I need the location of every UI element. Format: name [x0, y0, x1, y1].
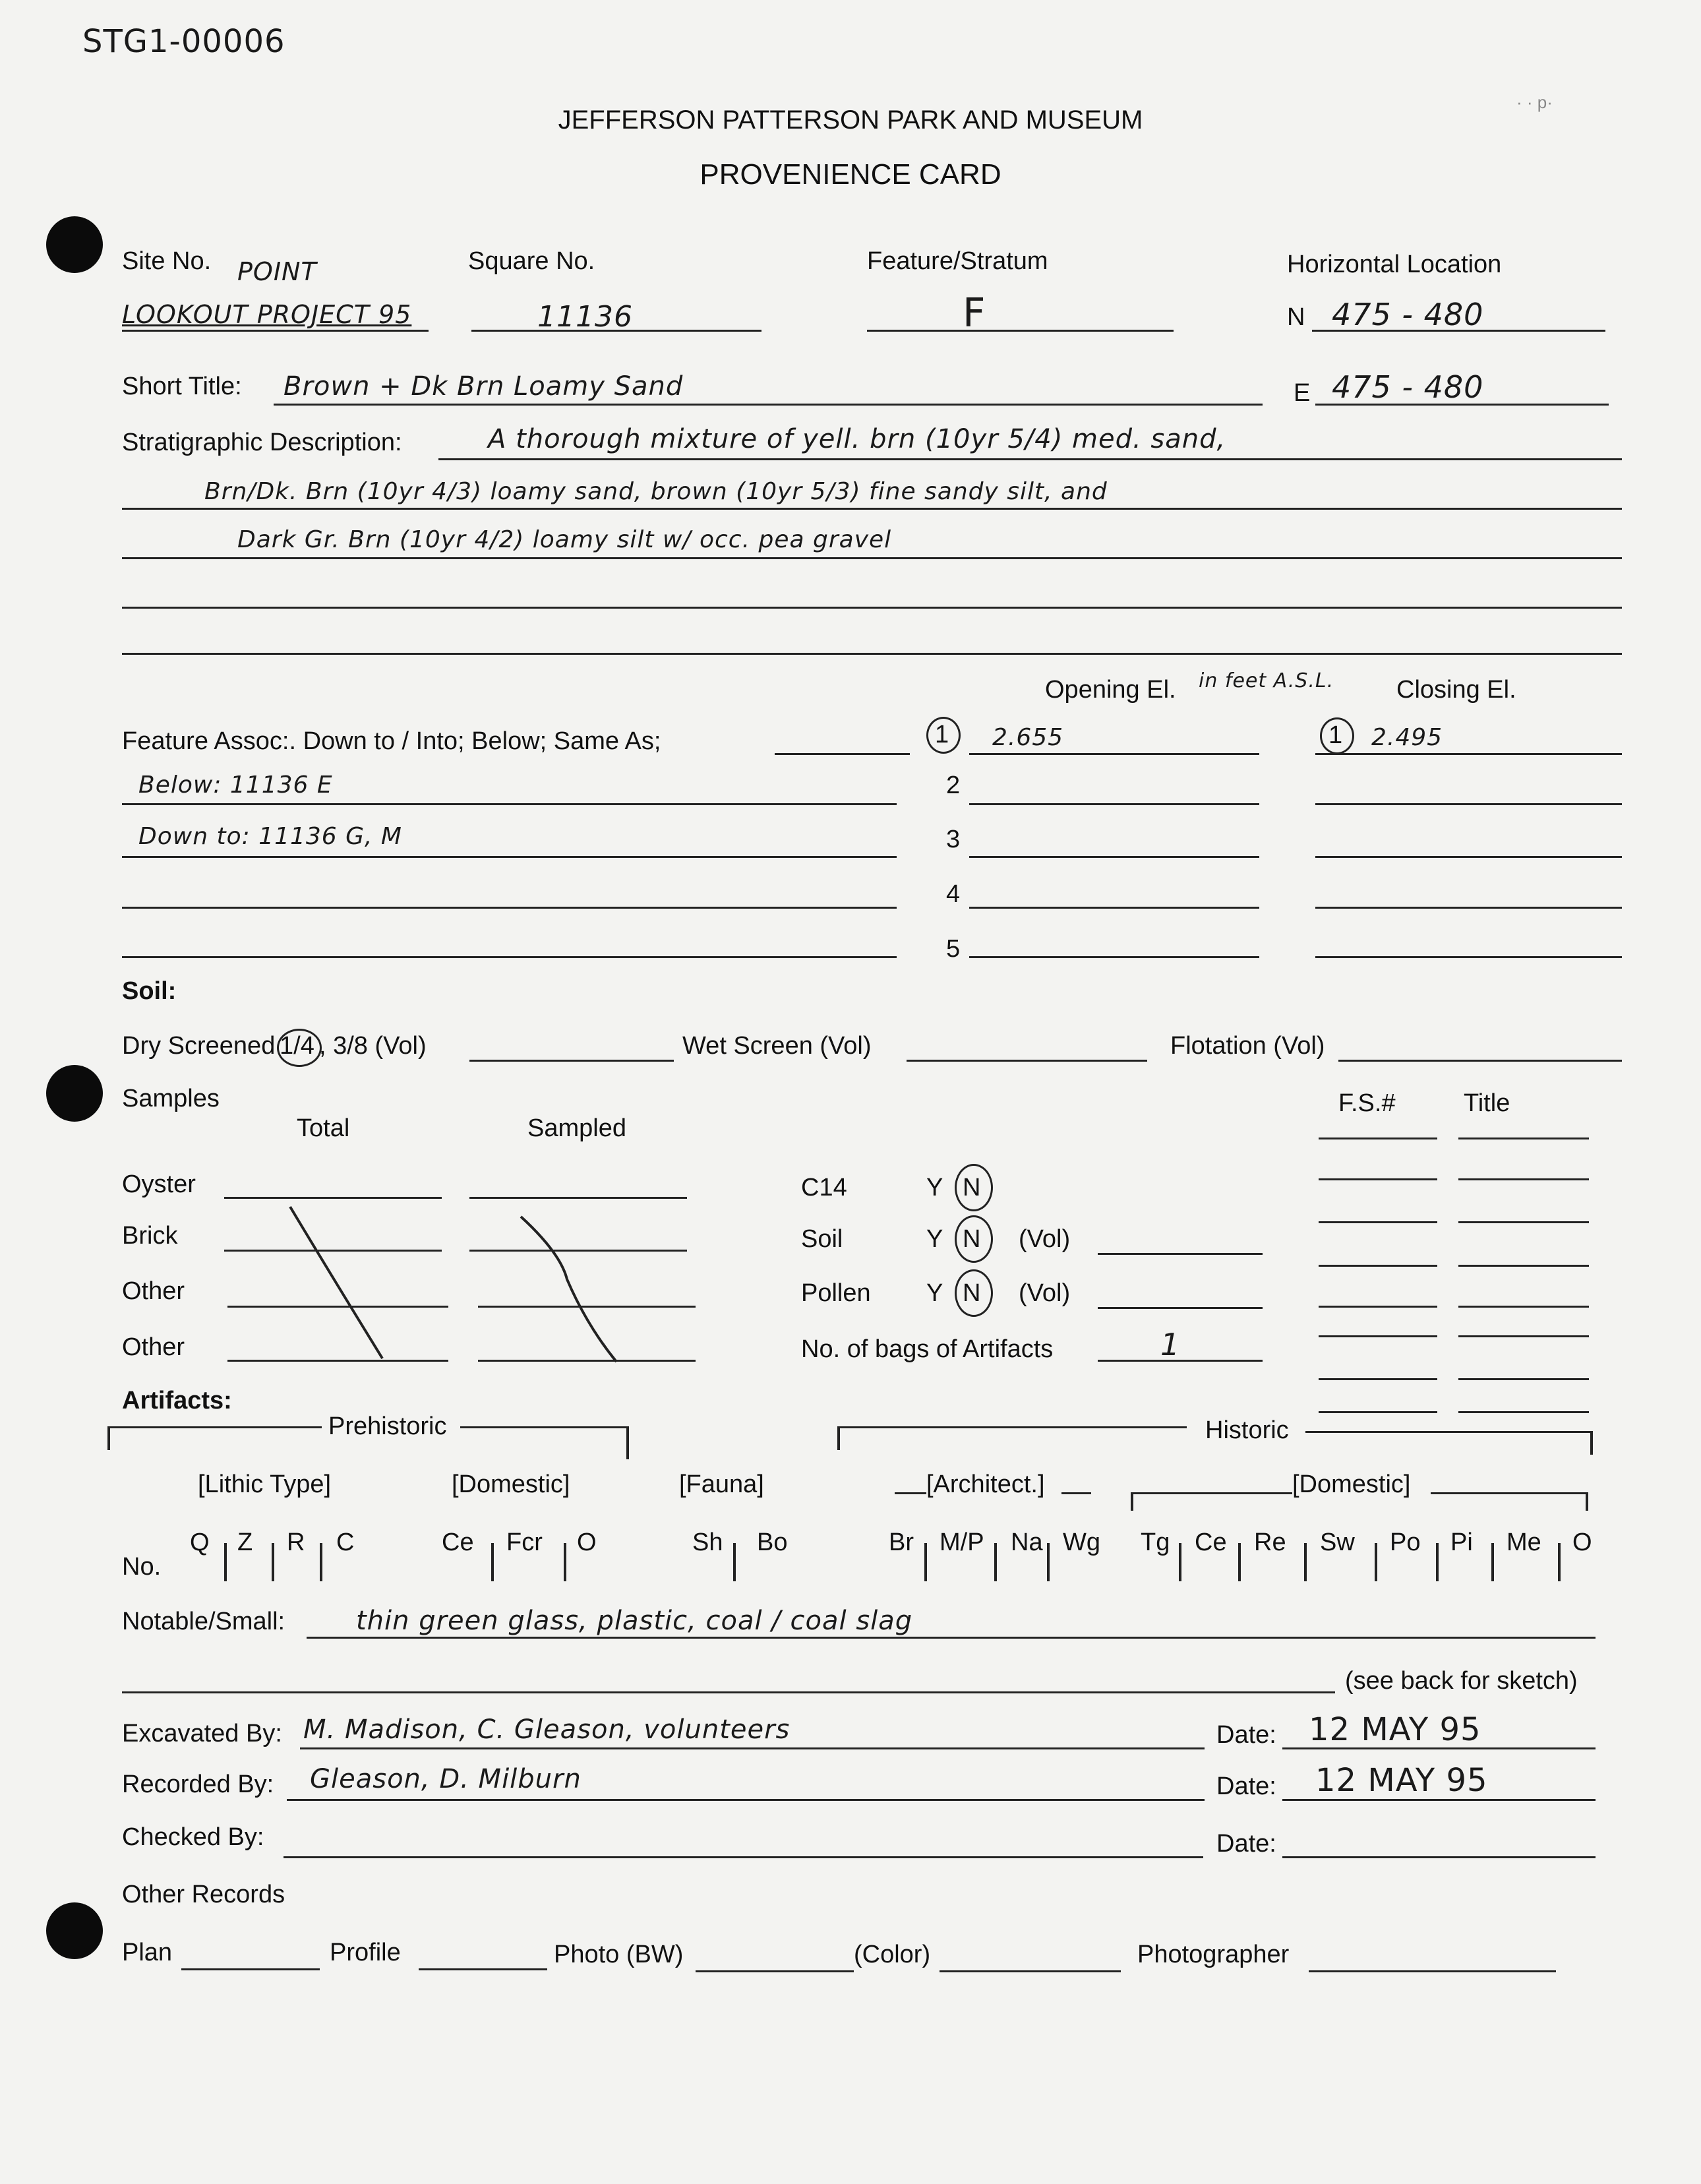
site-label: Site No.: [122, 247, 212, 275]
sample-row-other-1: Other: [122, 1277, 185, 1305]
feature-assoc-line-2: Down to: 11136 G, M: [138, 823, 402, 850]
plan-label: Plan: [122, 1939, 173, 1966]
closing-row-1: 1: [1328, 721, 1343, 749]
feature-assoc-line-1: Below: 11136 E: [138, 772, 333, 799]
artifacts-heading: Artifacts:: [122, 1387, 232, 1414]
pollen-vol: (Vol): [1019, 1279, 1071, 1307]
dry-option-quarter: 1/4: [280, 1032, 314, 1060]
punch-hole: [46, 1065, 103, 1122]
short-title-value: Brown + Dk Brn Loamy Sand: [284, 371, 684, 402]
dry-screened-label: Dry Screened: [122, 1032, 276, 1060]
date-label-3: Date:: [1216, 1830, 1276, 1858]
square-value: 11136: [537, 300, 633, 334]
historic-label: Historic: [1205, 1416, 1289, 1444]
short-title-label: Short Title:: [122, 373, 242, 400]
code-me: Me: [1507, 1529, 1541, 1556]
code-wg: Wg: [1063, 1529, 1100, 1556]
lithic-type-label: [Lithic Type]: [198, 1471, 332, 1498]
recorded-value: Gleason, D. Milburn: [310, 1764, 582, 1794]
code-bo: Bo: [757, 1529, 788, 1556]
c14-label: C14: [801, 1174, 847, 1201]
document-id: STG1-00006: [82, 23, 285, 60]
n-label: N: [1287, 303, 1305, 331]
fs-header: F.S.#: [1338, 1089, 1396, 1117]
row-4: 4: [946, 880, 961, 908]
date-value-1: 12 MAY 95: [1309, 1711, 1481, 1748]
architect-label: [Architect.]: [926, 1471, 1045, 1498]
photographer-label: Photographer: [1137, 1941, 1290, 1968]
code-br: Br: [889, 1529, 914, 1556]
soil-yes: Y: [926, 1225, 943, 1253]
e-label: E: [1294, 379, 1311, 407]
code-pi: Pi: [1450, 1529, 1473, 1556]
samples-heading: Samples: [122, 1085, 220, 1112]
soil-vol: (Vol): [1019, 1225, 1071, 1253]
site-value-2: LOOKOUT PROJECT 95: [122, 300, 412, 329]
strat-line-1: A thorough mixture of yell. brn (10yr 5/4) med. sand,: [488, 424, 1226, 454]
feature-label: Feature/Stratum: [867, 247, 1048, 275]
excavated-value: M. Madison, C. Gleason, volunteers: [303, 1714, 791, 1745]
sample-row-other-2: Other: [122, 1333, 185, 1361]
org-name: JEFFERSON PATTERSON PARK AND MUSEUM: [558, 106, 1143, 135]
c14-no: N: [963, 1174, 981, 1201]
total-header: Total: [297, 1114, 350, 1142]
fauna-label: [Fauna]: [679, 1471, 764, 1498]
dry-option-eighth: , 3/8 (Vol): [319, 1032, 427, 1060]
recorded-label: Recorded By:: [122, 1771, 274, 1798]
other-records-heading: Other Records: [122, 1881, 285, 1908]
checked-label: Checked By:: [122, 1823, 264, 1851]
domestic-prehistoric-label: [Domestic]: [452, 1471, 570, 1498]
feature-value: F: [963, 290, 986, 336]
soil-no: N: [963, 1225, 981, 1253]
notable-value: thin green glass, plastic, coal / coal slag: [356, 1606, 913, 1636]
bags-value: 1: [1160, 1327, 1181, 1362]
code-o-pre: O: [577, 1529, 597, 1556]
square-label: Square No.: [468, 247, 595, 275]
no-label: No.: [122, 1553, 162, 1581]
title-header: Title: [1464, 1089, 1510, 1117]
prehistoric-label: Prehistoric: [328, 1412, 447, 1440]
code-ce-hist: Ce: [1195, 1529, 1227, 1556]
closing-el-label: Closing El.: [1396, 676, 1516, 704]
site-value-1: POINT: [237, 257, 317, 286]
code-r: R: [287, 1529, 305, 1556]
domestic-historic-label: [Domestic]: [1292, 1471, 1411, 1498]
opening-el-label: Opening El.: [1045, 676, 1176, 704]
code-sh: Sh: [692, 1529, 723, 1556]
photo-bw-label: Photo (BW): [554, 1941, 684, 1968]
row-5: 5: [946, 935, 961, 963]
horizontal-location-label: Horizontal Location: [1287, 251, 1502, 278]
sample-row-brick: Brick: [122, 1222, 178, 1250]
sampled-header: Sampled: [527, 1114, 626, 1142]
code-o-hist: O: [1572, 1529, 1592, 1556]
flotation-label: Flotation (Vol): [1170, 1032, 1325, 1060]
code-c: C: [336, 1529, 355, 1556]
photo-color-label: (Color): [854, 1941, 931, 1968]
notable-label: Notable/Small:: [122, 1608, 285, 1635]
code-ce-pre: Ce: [442, 1529, 474, 1556]
sample-strike-marks: [277, 1200, 672, 1365]
wet-screen-label: Wet Screen (Vol): [682, 1032, 872, 1060]
feature-assoc-label: Feature Assoc:. Down to / Into; Below; Same As;: [122, 727, 661, 755]
row-3: 3: [946, 826, 961, 853]
c14-yes: Y: [926, 1174, 943, 1201]
soil-heading: Soil:: [122, 977, 177, 1005]
code-z: Z: [237, 1529, 253, 1556]
punch-hole: [46, 1902, 103, 1959]
card-title: PROVENIENCE CARD: [700, 158, 1001, 191]
code-fcr: Fcr: [506, 1529, 543, 1556]
strat-label: Stratigraphic Description:: [122, 429, 402, 456]
row-2: 2: [946, 772, 961, 799]
code-sw: Sw: [1320, 1529, 1355, 1556]
code-q: Q: [190, 1529, 210, 1556]
excavated-label: Excavated By:: [122, 1720, 282, 1747]
smudge-mark: · · p·: [1516, 92, 1553, 112]
pollen-no: N: [963, 1279, 981, 1307]
strat-line-3: Dark Gr. Brn (10yr 4/2) loamy silt w/ occ. pea gravel: [237, 526, 892, 553]
closing-1-value: 2.495: [1371, 724, 1443, 751]
sample-row-oyster: Oyster: [122, 1170, 196, 1198]
pollen-yes: Y: [926, 1279, 943, 1307]
see-back-note: (see back for sketch): [1345, 1667, 1578, 1695]
code-mp: M/P: [940, 1529, 984, 1556]
punch-hole: [46, 216, 103, 273]
code-na: Na: [1011, 1529, 1043, 1556]
strat-line-2: Brn/Dk. Brn (10yr 4/3) loamy sand, brown (10yr 5/3) fine sandy silt, and: [204, 478, 1108, 505]
opening-1-value: 2.655: [992, 724, 1064, 751]
pollen-label: Pollen: [801, 1279, 871, 1307]
code-tg: Tg: [1141, 1529, 1170, 1556]
code-re: Re: [1254, 1529, 1286, 1556]
bags-label: No. of bags of Artifacts: [801, 1335, 1054, 1363]
code-po: Po: [1390, 1529, 1421, 1556]
date-label-2: Date:: [1216, 1773, 1276, 1800]
opening-row-1: 1: [935, 721, 949, 748]
date-label-1: Date:: [1216, 1721, 1276, 1749]
profile-label: Profile: [330, 1939, 401, 1966]
n-value: 475 - 480: [1332, 297, 1484, 332]
e-value: 475 - 480: [1332, 369, 1484, 405]
date-value-2: 12 MAY 95: [1315, 1762, 1488, 1799]
opening-el-note: in feet A.S.L.: [1199, 669, 1334, 692]
soil-sample-label: Soil: [801, 1225, 843, 1253]
